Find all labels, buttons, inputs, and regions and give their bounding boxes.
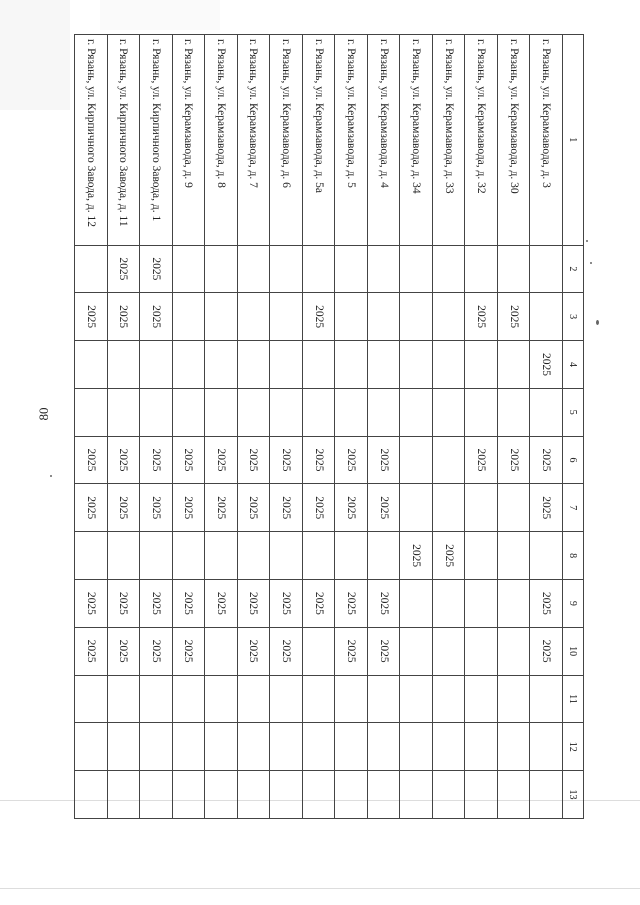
column-header: 11	[563, 675, 584, 723]
year-cell: 2025	[237, 436, 270, 484]
year-cell	[237, 771, 270, 819]
year-cell	[400, 388, 433, 436]
year-cell	[302, 341, 335, 389]
year-cell: 2025	[140, 484, 173, 532]
year-cell: 2025	[335, 627, 368, 675]
year-cell	[432, 627, 465, 675]
year-cell	[172, 771, 205, 819]
year-cell	[270, 532, 303, 580]
year-cell	[140, 341, 173, 389]
column-header: 9	[563, 579, 584, 627]
year-cell	[140, 771, 173, 819]
year-cell: 2025	[335, 579, 368, 627]
year-cell	[465, 341, 498, 389]
address-cell: г. Рязань, ул. Керамзавода, д. 32	[465, 35, 498, 246]
year-cell: 2025	[465, 436, 498, 484]
year-cell	[270, 293, 303, 341]
year-cell	[75, 723, 108, 771]
year-cell	[172, 388, 205, 436]
year-cell	[237, 245, 270, 293]
address-cell: г. Рязань, ул. Керамзавода, д. 4	[367, 35, 400, 246]
year-cell: 2025	[497, 293, 530, 341]
scan-dot	[590, 262, 592, 264]
year-cell	[302, 245, 335, 293]
year-cell	[432, 675, 465, 723]
year-cell: 2025	[205, 436, 238, 484]
year-cell	[465, 771, 498, 819]
year-cell	[270, 771, 303, 819]
year-cell: 2025	[140, 627, 173, 675]
column-header: 3	[563, 293, 584, 341]
year-cell	[107, 341, 140, 389]
year-cell	[400, 484, 433, 532]
year-cell	[400, 293, 433, 341]
year-cell: 2025	[270, 579, 303, 627]
year-cell	[107, 532, 140, 580]
address-cell: г. Рязань, ул. Керамзавода, д. 7	[237, 35, 270, 246]
scan-dot	[586, 240, 588, 242]
scan-edge	[0, 888, 640, 889]
year-cell	[237, 723, 270, 771]
year-cell	[465, 675, 498, 723]
year-cell	[172, 723, 205, 771]
year-cell: 2025	[367, 484, 400, 532]
year-cell	[140, 532, 173, 580]
year-cell: 2025	[75, 627, 108, 675]
year-cell: 2025	[530, 341, 563, 389]
year-cell	[172, 675, 205, 723]
year-cell	[270, 723, 303, 771]
year-cell: 2025	[367, 627, 400, 675]
year-cell	[367, 341, 400, 389]
year-cell	[400, 771, 433, 819]
year-cell	[432, 771, 465, 819]
year-cell	[172, 293, 205, 341]
address-cell: г. Рязань, ул. Керамзавода, д. 5а	[302, 35, 335, 246]
year-cell	[107, 723, 140, 771]
year-cell: 2025	[530, 627, 563, 675]
column-header: 13	[563, 771, 584, 819]
column-header: 6	[563, 436, 584, 484]
year-cell	[75, 245, 108, 293]
column-header: 8	[563, 532, 584, 580]
year-cell	[367, 293, 400, 341]
table-row	[400, 35, 433, 819]
year-cell	[205, 341, 238, 389]
year-cell	[465, 245, 498, 293]
year-cell	[497, 579, 530, 627]
year-cell	[497, 532, 530, 580]
year-cell	[432, 245, 465, 293]
year-cell	[172, 341, 205, 389]
year-cell	[205, 293, 238, 341]
table-row	[432, 35, 465, 819]
year-cell	[205, 627, 238, 675]
year-cell	[335, 532, 368, 580]
year-cell: 2025	[107, 484, 140, 532]
year-cell	[237, 341, 270, 389]
year-cell	[432, 484, 465, 532]
year-cell: 2025	[497, 436, 530, 484]
table-row	[335, 35, 368, 819]
year-cell	[497, 627, 530, 675]
scan-noise	[100, 0, 220, 30]
year-cell: 2025	[75, 293, 108, 341]
address-cell: г. Рязань, ул. Керамзавода, д. 3	[530, 35, 563, 246]
year-cell	[335, 245, 368, 293]
year-cell	[367, 675, 400, 723]
year-cell: 2025	[140, 245, 173, 293]
year-cell	[530, 532, 563, 580]
year-cell: 2025	[237, 484, 270, 532]
year-cell	[302, 388, 335, 436]
table-row	[497, 35, 530, 819]
year-cell	[400, 723, 433, 771]
year-cell	[497, 484, 530, 532]
year-cell	[302, 771, 335, 819]
year-cell	[205, 532, 238, 580]
year-cell	[400, 436, 433, 484]
year-cell: 2025	[530, 484, 563, 532]
year-cell	[465, 532, 498, 580]
table-row	[302, 35, 335, 819]
year-cell	[367, 532, 400, 580]
address-cell: г. Рязань, ул. Керамзавода, д. 8	[205, 35, 238, 246]
year-cell	[302, 627, 335, 675]
year-cell: 2025	[140, 579, 173, 627]
year-cell: 2025	[432, 532, 465, 580]
year-cell	[530, 388, 563, 436]
column-header: 5	[563, 388, 584, 436]
year-cell	[432, 293, 465, 341]
table-row	[140, 35, 173, 819]
table-row	[107, 35, 140, 819]
year-cell	[270, 675, 303, 723]
year-cell: 2025	[302, 436, 335, 484]
table-row	[465, 35, 498, 819]
year-cell	[400, 627, 433, 675]
year-cell	[172, 245, 205, 293]
table-row	[75, 35, 108, 819]
year-cell	[237, 293, 270, 341]
column-header: 10	[563, 627, 584, 675]
year-cell	[530, 723, 563, 771]
year-cell: 2025	[530, 579, 563, 627]
year-cell	[400, 245, 433, 293]
rotated-table-container	[74, 34, 584, 819]
year-cell: 2025	[75, 484, 108, 532]
year-cell: 2025	[302, 484, 335, 532]
year-cell: 2025	[107, 245, 140, 293]
column-header: 4	[563, 341, 584, 389]
year-cell	[465, 723, 498, 771]
year-cell: 2025	[335, 484, 368, 532]
year-cell: 2025	[237, 627, 270, 675]
scan-noise	[0, 0, 70, 110]
year-cell	[367, 771, 400, 819]
year-cell	[432, 388, 465, 436]
year-cell: 2025	[335, 436, 368, 484]
year-cell: 2025	[205, 484, 238, 532]
column-header: 7	[563, 484, 584, 532]
year-cell	[107, 771, 140, 819]
year-cell: 2025	[172, 436, 205, 484]
address-cell: г. Рязань, ул. Керамзавода, д. 33	[432, 35, 465, 246]
column-header: 1	[563, 35, 584, 246]
year-cell	[400, 675, 433, 723]
year-cell	[75, 341, 108, 389]
year-cell	[140, 723, 173, 771]
year-cell: 2025	[270, 627, 303, 675]
table-row	[270, 35, 303, 819]
year-cell: 2025	[400, 532, 433, 580]
year-cell: 2025	[172, 627, 205, 675]
year-cell	[465, 627, 498, 675]
year-cell	[497, 771, 530, 819]
scan-dot	[50, 475, 52, 477]
year-cell	[75, 388, 108, 436]
year-cell	[335, 675, 368, 723]
year-cell: 2025	[205, 579, 238, 627]
year-cell	[400, 341, 433, 389]
year-cell	[302, 723, 335, 771]
year-cell	[432, 723, 465, 771]
year-cell: 2025	[140, 436, 173, 484]
year-cell	[465, 484, 498, 532]
year-cell	[302, 532, 335, 580]
address-cell: г. Рязань, ул. Керамзавода, д. 30	[497, 35, 530, 246]
year-cell	[530, 245, 563, 293]
year-cell	[75, 771, 108, 819]
year-cell: 2025	[172, 579, 205, 627]
year-cell: 2025	[75, 436, 108, 484]
year-cell	[497, 388, 530, 436]
address-cell: г. Рязань, ул. Керамзавода, д. 6	[270, 35, 303, 246]
year-cell	[205, 388, 238, 436]
year-cell: 2025	[530, 436, 563, 484]
address-cell: г. Рязань, ул. Керамзавода, д. 34	[400, 35, 433, 246]
year-cell	[530, 675, 563, 723]
table-row	[172, 35, 205, 819]
year-cell	[335, 341, 368, 389]
year-cell	[465, 579, 498, 627]
year-cell	[497, 675, 530, 723]
year-cell: 2025	[270, 484, 303, 532]
year-cell: 2025	[172, 484, 205, 532]
year-cell	[465, 388, 498, 436]
year-cell: 2025	[107, 293, 140, 341]
table-row	[205, 35, 238, 819]
scan-dot	[596, 320, 599, 325]
year-cell	[205, 245, 238, 293]
table-row	[530, 35, 563, 819]
year-cell: 2025	[367, 436, 400, 484]
year-cell	[237, 675, 270, 723]
year-cell	[335, 723, 368, 771]
address-cell: г. Рязань, ул. Кирпичного Завода, д. 12	[75, 35, 108, 246]
year-cell	[335, 771, 368, 819]
year-cell	[367, 388, 400, 436]
year-cell: 2025	[75, 579, 108, 627]
year-cell	[367, 245, 400, 293]
repair-schedule-table	[74, 34, 584, 819]
year-cell	[302, 675, 335, 723]
year-cell	[75, 675, 108, 723]
year-cell	[335, 388, 368, 436]
year-cell	[237, 388, 270, 436]
year-cell	[270, 245, 303, 293]
year-cell	[432, 579, 465, 627]
address-cell: г. Рязань, ул. Керамзавода, д. 5	[335, 35, 368, 246]
year-cell: 2025	[367, 579, 400, 627]
year-cell	[205, 675, 238, 723]
address-cell: г. Рязань, ул. Кирпичного Завода, д. 1	[140, 35, 173, 246]
table-row	[237, 35, 270, 819]
year-cell: 2025	[107, 436, 140, 484]
year-cell	[172, 532, 205, 580]
page-number: 80	[36, 407, 51, 421]
address-cell: г. Рязань, ул. Керамзавода, д. 9	[172, 35, 205, 246]
year-cell: 2025	[270, 436, 303, 484]
year-cell	[530, 771, 563, 819]
year-cell	[140, 675, 173, 723]
year-cell	[367, 723, 400, 771]
address-cell: г. Рязань, ул. Кирпичного Завода, д. 11	[107, 35, 140, 246]
year-cell: 2025	[107, 579, 140, 627]
year-cell	[107, 388, 140, 436]
column-header: 2	[563, 245, 584, 293]
year-cell	[497, 245, 530, 293]
year-cell: 2025	[302, 293, 335, 341]
year-cell: 2025	[465, 293, 498, 341]
year-cell	[205, 723, 238, 771]
year-cell	[75, 532, 108, 580]
year-cell: 2025	[107, 627, 140, 675]
year-cell	[400, 579, 433, 627]
header-row	[563, 35, 584, 819]
year-cell	[107, 675, 140, 723]
year-cell	[270, 341, 303, 389]
year-cell	[237, 532, 270, 580]
year-cell	[432, 341, 465, 389]
year-cell	[270, 388, 303, 436]
table-row	[367, 35, 400, 819]
year-cell: 2025	[237, 579, 270, 627]
year-cell	[497, 341, 530, 389]
year-cell	[432, 436, 465, 484]
year-cell	[335, 293, 368, 341]
year-cell	[205, 771, 238, 819]
year-cell	[497, 723, 530, 771]
year-cell: 2025	[140, 293, 173, 341]
year-cell	[530, 293, 563, 341]
year-cell	[140, 388, 173, 436]
year-cell: 2025	[302, 579, 335, 627]
column-header: 12	[563, 723, 584, 771]
